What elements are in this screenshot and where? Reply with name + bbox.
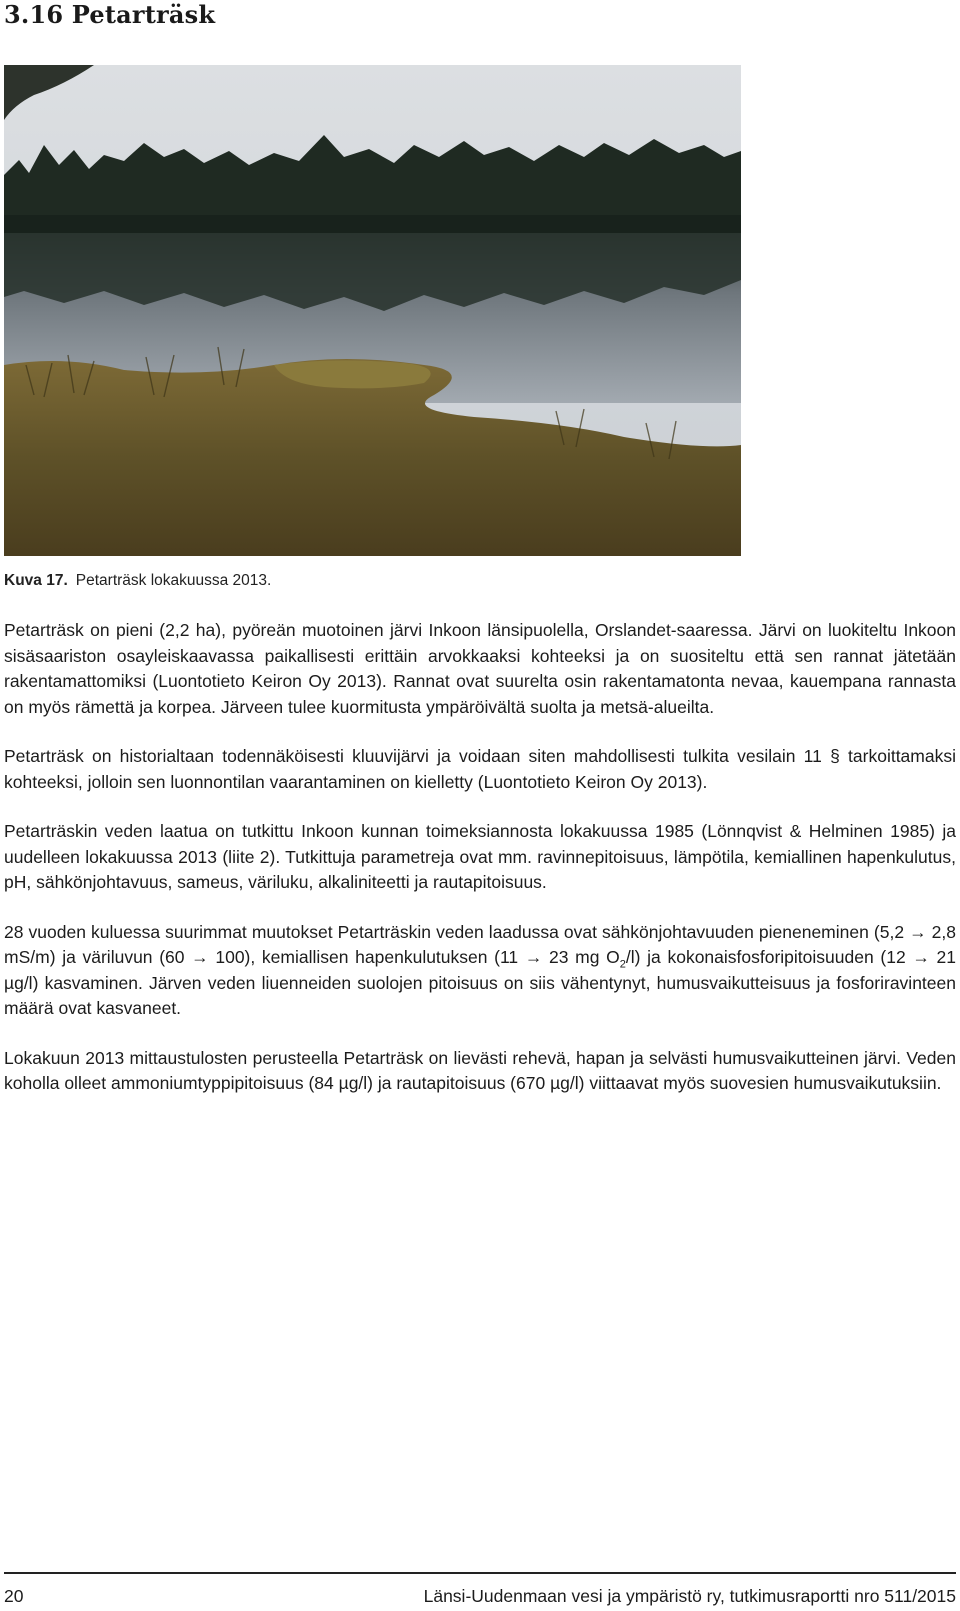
paragraph-4 bbox=[4, 920, 956, 1022]
caption-text: Petarträsk lokakuussa 2013. bbox=[75, 572, 272, 589]
paragraph-1: Petarträsk on pieni (2,2 ha), pyöreän muotoinen järvi Inkoon länsipuolella, Orslandet-saaressa. Järvi on luokiteltu Inkoon sisäsaariston osayleiskaavassa paikallisesti erittäin arvokkaaksi kohteeksi ja on suositeltu että sen rannat jätetään rakentamattomiksi (Luontotieto Keiron Oy 2013). Rannat ovat suurelta osin rakentamatonta nevaa, kauempana rannasta on myös rämettä ja korpea. Järveen tulee kuormitusta ympäröivältä suolta ja metsä-alueilta. bbox=[4, 620, 956, 717]
paragraph-4-part-2: /l) ja kokonaisfosforipitoisuuden (12 → 21 µg/l) kasvaminen. Järven veden liuenneiden suolojen pitoisuus on siis vähentynyt, humusvaikutteisuus ja fosforiravinteen määrä ovat kasvaneet. bbox=[4, 947, 956, 1018]
paragraph-4-part-1: 28 vuoden kuluessa suurimmat muutokset Petarträskin veden laadussa ovat sähkönjohtavuuden pieneneminen (5,2 → 2,8 mS/m) ja väriluvun (60 → 100), kemiallisen hapenkulutuksen (11 → 23 mg O bbox=[4, 921, 956, 967]
caption-label: Kuva 17. bbox=[4, 572, 68, 589]
paragraph-5: Lokakuun 2013 mittaustulosten perusteella Petarträsk on lievästi rehevä, hapan ja selvästi humusvaikutteinen järvi. Veden koholla olleet ammoniumtyppipitoisuus (84 µg/l) ja rautapitoisuus (670 µg/l) viittaavat myös suovesien humusvaikutuksiin. bbox=[4, 1047, 956, 1093]
lake-photo bbox=[4, 65, 741, 556]
subscript-2: 2 bbox=[619, 958, 626, 971]
figure-caption bbox=[4, 572, 271, 590]
page-number: 20 bbox=[4, 1586, 24, 1606]
paragraph-3: Petarträskin veden laatua on tutkittu Inkoon kunnan toimeksiannosta lokakuussa 1985 (Lönnqvist & Helminen 1985) ja uudelleen lokakuussa 2013 (liite 2). Tutkittuja parametreja ovat mm. ravinnepitoisuus, lämpötila, kemiallinen hapenkulutus, pH, sähkönjohtavuus, sameus, väriluku, alkaliniteetti ja rautapitoisuus. bbox=[4, 821, 956, 892]
body-text bbox=[4, 618, 956, 1121]
footer-title: Länsi-Uudenmaan vesi ja ympäristö ry, tutkimusraportti nro 511/2015 bbox=[423, 1586, 956, 1606]
section-heading: 3.16 Petarträsk bbox=[4, 0, 216, 29]
paragraph-2: Petarträsk on historialtaan todennäköisesti kluuvijärvi ja voidaan siten mahdollisesti tulkita vesilain 11 § tarkoittamaksi kohteeksi, jolloin sen luonnontilan vaarantaminen on kielletty (Luontotieto Keiron Oy 2013). bbox=[4, 746, 956, 792]
footer-divider bbox=[4, 1572, 956, 1574]
